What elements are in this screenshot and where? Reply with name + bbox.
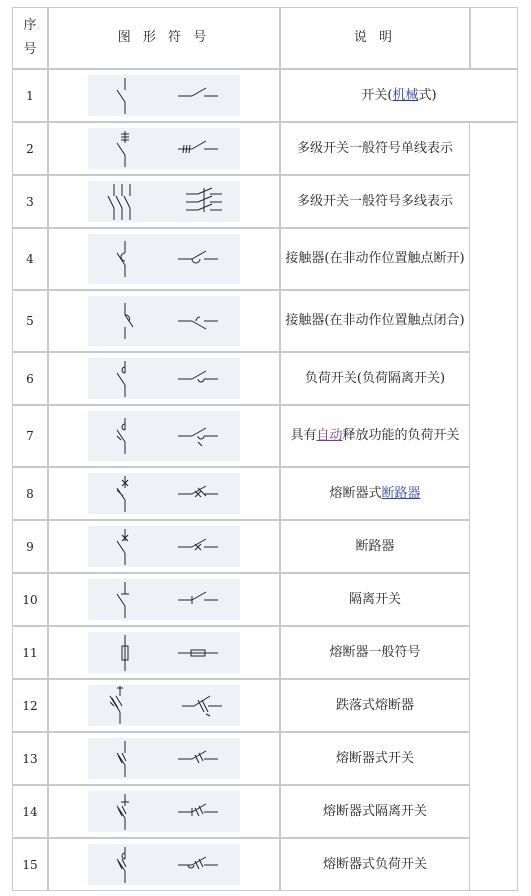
horizontal-symbol-icon bbox=[182, 686, 224, 726]
row-number: 1 bbox=[12, 69, 48, 122]
vertical-symbol-icon bbox=[115, 633, 145, 673]
description-cell bbox=[280, 838, 470, 891]
row-number: 5 bbox=[12, 290, 48, 352]
vertical-symbol-icon bbox=[115, 792, 145, 832]
description-cell bbox=[280, 352, 470, 405]
description-text: 熔断器式开关 bbox=[335, 750, 414, 766]
horizontal-symbol-icon bbox=[178, 301, 220, 341]
horizontal-symbol-icon bbox=[178, 129, 220, 169]
description-text: 跌落式熔断器 bbox=[335, 697, 414, 713]
vertical-symbol-icon bbox=[115, 474, 145, 514]
horizontal-symbol-icon bbox=[178, 416, 220, 456]
description-text: 熔断器一般符号 bbox=[329, 644, 421, 660]
description-text: 断路器 bbox=[355, 538, 395, 554]
description-text: 熔断器式隔离开关 bbox=[322, 803, 427, 819]
horizontal-symbol-icon bbox=[178, 359, 220, 399]
description-text: 负荷开关(负荷隔离开关) bbox=[304, 370, 446, 386]
row-number: 7 bbox=[12, 405, 48, 467]
description-text: 多级开关一般符号单线表示 bbox=[296, 140, 453, 156]
vertical-symbol-icon bbox=[110, 182, 140, 222]
vertical-symbol-icon bbox=[115, 359, 145, 399]
row-number: 14 bbox=[12, 785, 48, 838]
description-cell bbox=[280, 679, 470, 732]
horizontal-symbol-icon bbox=[178, 474, 220, 514]
description-text: 隔离开关 bbox=[348, 591, 401, 607]
description-cell bbox=[280, 175, 470, 228]
header-symbol bbox=[48, 7, 280, 69]
horizontal-symbol-icon bbox=[178, 633, 220, 673]
vertical-symbol-icon bbox=[115, 845, 145, 885]
description-cell bbox=[280, 785, 470, 838]
description-cell bbox=[280, 405, 470, 467]
description-text: 熔断器式负荷开关 bbox=[322, 856, 427, 872]
description-text: 开关(机械式) bbox=[361, 87, 437, 103]
row-number: 8 bbox=[12, 467, 48, 520]
description-cell bbox=[280, 573, 470, 626]
vertical-symbol-icon bbox=[115, 301, 145, 341]
row-number: 10 bbox=[12, 573, 48, 626]
horizontal-symbol-icon bbox=[178, 527, 220, 567]
row-number: 15 bbox=[12, 838, 48, 891]
horizontal-symbol-icon bbox=[186, 182, 228, 222]
header-symbol-text: 图 形 符 号 bbox=[117, 30, 211, 45]
description-link[interactable]: 自动 bbox=[316, 428, 343, 443]
description-text: 具有自动释放功能的负荷开关 bbox=[290, 428, 460, 443]
header-desc bbox=[280, 7, 470, 69]
header-desc-text: 说 明 bbox=[353, 30, 397, 45]
row-number: 12 bbox=[12, 679, 48, 732]
description-cell bbox=[280, 520, 470, 573]
horizontal-symbol-icon bbox=[178, 792, 220, 832]
vertical-symbol-icon bbox=[115, 416, 145, 456]
vertical-symbol-icon bbox=[115, 239, 145, 279]
description-text: 多级开关一般符号多线表示 bbox=[296, 193, 453, 209]
vertical-symbol-icon bbox=[115, 129, 145, 169]
description-link[interactable]: 机械 bbox=[392, 87, 419, 103]
description-text: 熔断器式断路器 bbox=[329, 485, 421, 501]
description-cell bbox=[280, 467, 470, 520]
row-number: 6 bbox=[12, 352, 48, 405]
header-seq-text: 序 号 bbox=[23, 18, 37, 57]
description-cell bbox=[280, 122, 470, 175]
row-number: 4 bbox=[12, 228, 48, 290]
vertical-symbol-icon bbox=[115, 580, 145, 620]
table-right-border bbox=[470, 122, 518, 891]
description-text: 接触器(在非动作位置触点断开) bbox=[285, 251, 465, 266]
row-number: 13 bbox=[12, 732, 48, 785]
vertical-symbol-icon bbox=[115, 76, 145, 116]
vertical-symbol-icon bbox=[115, 739, 145, 779]
header-seq bbox=[12, 7, 48, 69]
description-text: 接触器(在非动作位置触点闭合) bbox=[285, 313, 465, 328]
row-number: 2 bbox=[12, 122, 48, 175]
description-cell bbox=[280, 228, 470, 290]
horizontal-symbol-icon bbox=[178, 739, 220, 779]
description-cell bbox=[280, 626, 470, 679]
description-cell bbox=[280, 732, 470, 785]
description-cell bbox=[280, 69, 518, 122]
description-link[interactable]: 断路器 bbox=[381, 485, 421, 501]
vertical-symbol-icon bbox=[110, 686, 140, 726]
horizontal-symbol-icon bbox=[178, 239, 220, 279]
horizontal-symbol-icon bbox=[178, 76, 220, 116]
horizontal-symbol-icon bbox=[178, 845, 220, 885]
horizontal-symbol-icon bbox=[178, 580, 220, 620]
header-extra bbox=[470, 7, 518, 69]
description-cell bbox=[280, 290, 470, 352]
row-number: 3 bbox=[12, 175, 48, 228]
row-number: 9 bbox=[12, 520, 48, 573]
vertical-symbol-icon bbox=[115, 527, 145, 567]
row-number: 11 bbox=[12, 626, 48, 679]
